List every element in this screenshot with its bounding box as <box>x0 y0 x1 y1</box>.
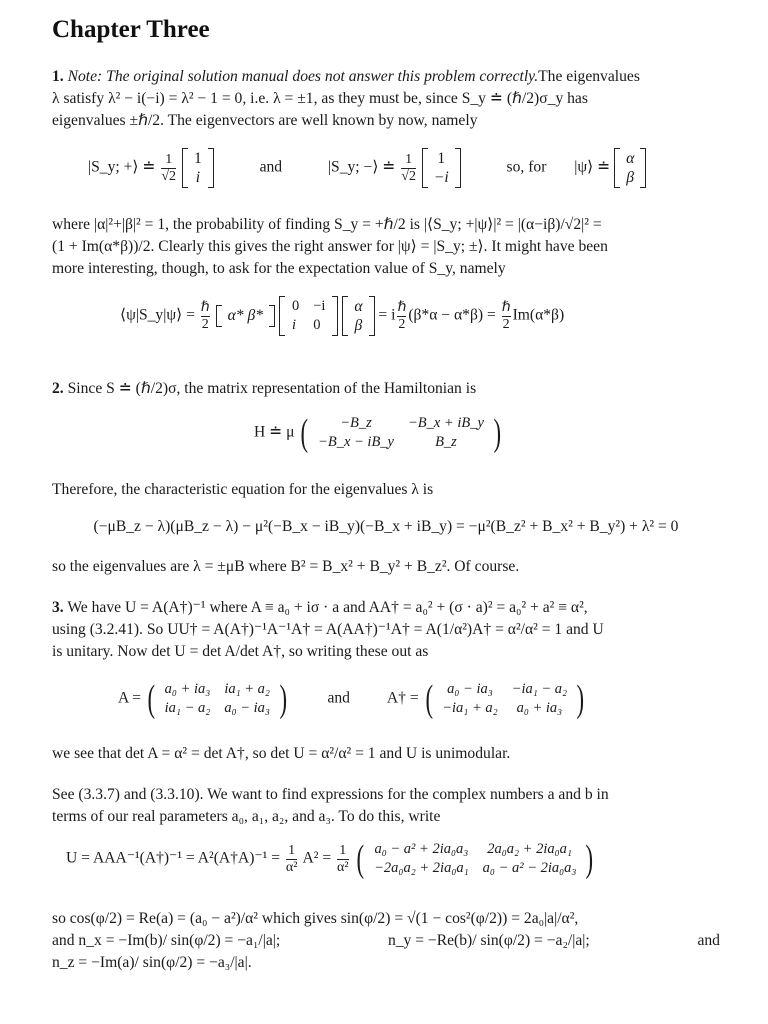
problem-2-line1: Since S ≐ (ℏ/2)σ, the matrix representation of the Hamiltonian is <box>63 380 477 397</box>
vector-entry: β <box>626 169 635 186</box>
complex-line1: See (3.3.7) and (3.3.10). We want to find expressions for the complex numbers a and b in <box>52 786 609 803</box>
matrix-entry: −2a₀a₂ + 2ia₀a₁ <box>374 860 469 876</box>
probability-line1: where |α|²+|β|² = 1, the probability of finding S_y = +ℏ/2 is |⟨S_y; +|ψ⟩|² = |(α−iβ)/√2|² = <box>52 216 602 233</box>
fraction-one-over-alpha2 <box>337 843 349 876</box>
ket-plus-label: |S_y; +⟩ ≐ <box>88 158 160 176</box>
problem-1-paragraph <box>52 66 720 132</box>
fraction-one-over-sqrt2 <box>401 152 416 185</box>
denominator: α² <box>285 859 298 875</box>
problem-3-number: 3. <box>52 599 64 616</box>
problem-3-line3: is unitary. Now det U = det A/det A†, so writing these out as <box>52 643 429 660</box>
a-matrix: ( a₀ + ia₃ ia₁ + a₂ ia₁ − a₂ a₀ − ia₃ ) <box>147 678 288 720</box>
vector-entry: 1 <box>437 150 446 167</box>
matrix-entry: a₀ + ia₃ <box>164 681 211 697</box>
bra-row-vector <box>216 305 275 327</box>
problem-3-line2: using (3.2.41). So UU† = A(A†)⁻¹A⁻¹A† = A(AA†)⁻¹A† = A(1/α²)A† = α²/α² = 1 and U <box>52 621 604 638</box>
denominator: 2 <box>398 316 406 332</box>
expectation-value-equation <box>120 296 564 336</box>
vector-entry: 1 <box>193 150 202 167</box>
matrix-entry: −ia₁ − a₂ <box>511 681 568 697</box>
matrix-entry: a₀ − ia₃ <box>447 681 493 697</box>
sigma-y-matrix <box>279 296 338 336</box>
matrix-entry: −i <box>313 298 326 314</box>
denominator: √2 <box>161 168 177 184</box>
ket-column-vector <box>342 296 374 336</box>
vector-entry: α <box>626 150 635 167</box>
numerator: ℏ <box>200 299 210 315</box>
a-matrices-equation <box>118 680 587 718</box>
problem-1-number: 1. <box>52 68 64 85</box>
chapter-title: Chapter Three <box>52 16 210 43</box>
fraction-hbar-over-2 <box>201 300 210 333</box>
matrix-entry: −ia₁ + a₂ <box>442 700 498 716</box>
matrix-entry: a₀ − a² − 2ia₀a₃ <box>482 860 577 876</box>
denominator: α² <box>337 859 349 875</box>
numerator: 1 <box>405 151 413 167</box>
ket-minus-label: |S_y; −⟩ ≐ <box>327 158 400 176</box>
matrix-entry: ia₁ + a₂ <box>224 681 270 697</box>
a-squared-text: A² = <box>302 849 336 867</box>
a-dagger-lhs: A† = <box>386 689 419 707</box>
u-matrix: ( a₀ − a² + 2ia₀a₃ 2a₀a₂ + 2ia₀a₁ −2a₀a₂ + 2ia₀a₁ a₀ − a² − 2ia₀a₃ ) <box>357 838 594 880</box>
psi-vector <box>614 148 646 188</box>
problem-3-paragraph <box>52 597 720 663</box>
fraction-hbar-over-2 <box>502 300 511 333</box>
problem-2-number: 2. <box>52 380 64 397</box>
problem-1-line2: λ satisfy λ² − i(−i) = λ² − 1 = 0, i.e. λ = ±1, as they must be, since S_y ≐ (ℏ/2)σ_y has <box>52 90 588 107</box>
problem-1-note: Note: The original solution manual does not answer this problem correctly. <box>63 68 539 85</box>
expectation-mid2: (β*α − α*β) = <box>408 306 500 324</box>
vector-entry: β <box>354 317 363 334</box>
characteristic-intro <box>52 479 720 501</box>
matrix-entry: B_z <box>435 434 457 450</box>
eigenvalue-conclusion <box>52 556 720 578</box>
matrix-entry: 2a₀a₂ + 2ia₀a₁ <box>487 841 572 857</box>
u-equation <box>66 840 596 878</box>
characteristic-line1: Therefore, the characteristic equation for the eigenvalues λ is <box>52 481 434 498</box>
fraction-hbar-over-2 <box>397 300 406 333</box>
denominator: 2 <box>502 316 510 332</box>
bra-row-entries: α* β* <box>227 307 264 324</box>
rotation-line2 <box>52 930 720 952</box>
rotation-line1: so cos(φ/2) = Re(a) = (a₀ − a²)/α² which gives sin(φ/2) = √(1 − cos²(φ/2)) = 2a₀|a|/α², <box>52 910 579 927</box>
numerator: ℏ <box>501 299 511 315</box>
expectation-lhs: ⟨ψ|S_y|ψ⟩ = <box>120 306 199 324</box>
problem-2-paragraph <box>52 378 720 400</box>
and-text: and <box>259 158 283 176</box>
hamiltonian-equation <box>254 414 504 452</box>
u-lhs: U = AAA⁻¹(A†)⁻¹ = A²(A†A)⁻¹ = <box>66 849 284 867</box>
matrix-entry: −B_x − iB_y <box>318 434 394 450</box>
numerator: ℏ <box>397 299 407 315</box>
matrix-entry: −B_z <box>340 415 372 431</box>
matrix-entry: −B_x + iB_y <box>407 415 484 431</box>
complex-numbers-paragraph <box>52 784 720 828</box>
numerator: 1 <box>165 151 173 167</box>
characteristic-equation: (−μB_z − λ)(μB_z − λ) − μ²(−B_x − iB_y)(−B_x + iB_y) = −μ²(B_z² + B_x² + B_y²) + λ² = 0 <box>93 518 679 535</box>
and-text: and <box>697 932 720 949</box>
ket-minus-vector <box>422 148 461 188</box>
rotation-parameters-paragraph <box>52 908 720 974</box>
so-for-text: so, for <box>506 158 547 176</box>
denominator: 2 <box>201 316 209 332</box>
eigenvector-equation <box>88 148 646 188</box>
probability-paragraph <box>52 214 720 280</box>
and-text: and <box>327 689 350 707</box>
probability-line2: (1 + Im(α*β))/2. Clearly this gives the right answer for |ψ⟩ = |S_y; ±⟩. It might have been <box>52 238 608 255</box>
fraction-one-over-sqrt2 <box>161 152 176 185</box>
ket-plus-vector <box>182 148 214 188</box>
probability-line3: more interesting, though, to ask for the expectation value of S_y, namely <box>52 260 506 277</box>
problem-1-line3: eigenvalues ±ℏ/2. The eigenvectors are well known by now, namely <box>52 112 478 129</box>
ny-expression: n_y = −Re(b)/ sin(φ/2) = −a₂/|a|; <box>387 932 590 949</box>
psi-label: |ψ⟩ ≐ <box>574 158 615 176</box>
a-lhs: A = <box>118 689 142 707</box>
hamiltonian-lhs: H ≐ μ <box>254 423 295 441</box>
matrix-entry: a₀ + ia₃ <box>516 700 563 716</box>
nx-expression: and n_x = −Im(b)/ sin(φ/2) = −a₁/|a|; <box>52 932 281 949</box>
matrix-entry: a₀ − a² + 2ia₀a₃ <box>374 841 469 857</box>
numerator: 1 <box>339 842 347 858</box>
vector-entry: −i <box>433 169 449 186</box>
expectation-mid: = i <box>378 306 396 324</box>
matrix-entry: 0 <box>291 298 300 314</box>
matrix-entry: 0 <box>313 317 321 333</box>
numerator: 1 <box>288 842 296 858</box>
vector-entry: i <box>195 169 201 186</box>
unimodular-line1: we see that det A = α² = det A†, so det U = α²/α² = 1 and U is unimodular. <box>52 745 511 762</box>
denominator: √2 <box>401 168 416 184</box>
vector-entry: α <box>354 298 363 315</box>
matrix-entry: a₀ − ia₃ <box>224 700 270 716</box>
problem-3-line1: We have U = A(A†)⁻¹ where A ≡ a₀ + iσ · a and AA† = a₀² + (σ · a)² = a₀² + a² ≡ α², <box>63 599 588 616</box>
unimodular-paragraph <box>52 743 720 765</box>
problem-1-line1: The eigenvalues <box>538 68 640 85</box>
complex-line2: terms of our real parameters a₀, a₁, a₂, and a₃. To do this, write <box>52 808 441 825</box>
fraction-one-over-alpha2 <box>286 843 298 876</box>
hamiltonian-matrix: ( −B_z −B_x + iB_y −B_x − iB_y B_z ) <box>300 412 502 454</box>
nz-expression: n_z = −Im(a)/ sin(φ/2) = −a₃/|a|. <box>52 954 252 971</box>
a-dagger-matrix: ( a₀ − ia₃ −ia₁ − a₂ −ia₁ + a₂ a₀ + ia₃ ) <box>425 678 585 720</box>
matrix-entry: ia₁ − a₂ <box>164 700 211 716</box>
expectation-rhs: Im(α*β) <box>512 306 565 324</box>
eigenvalue-line1: so the eigenvalues are λ = ±μB where B² = B_x² + B_y² + B_z². Of course. <box>52 558 520 575</box>
matrix-entry: i <box>291 317 296 333</box>
